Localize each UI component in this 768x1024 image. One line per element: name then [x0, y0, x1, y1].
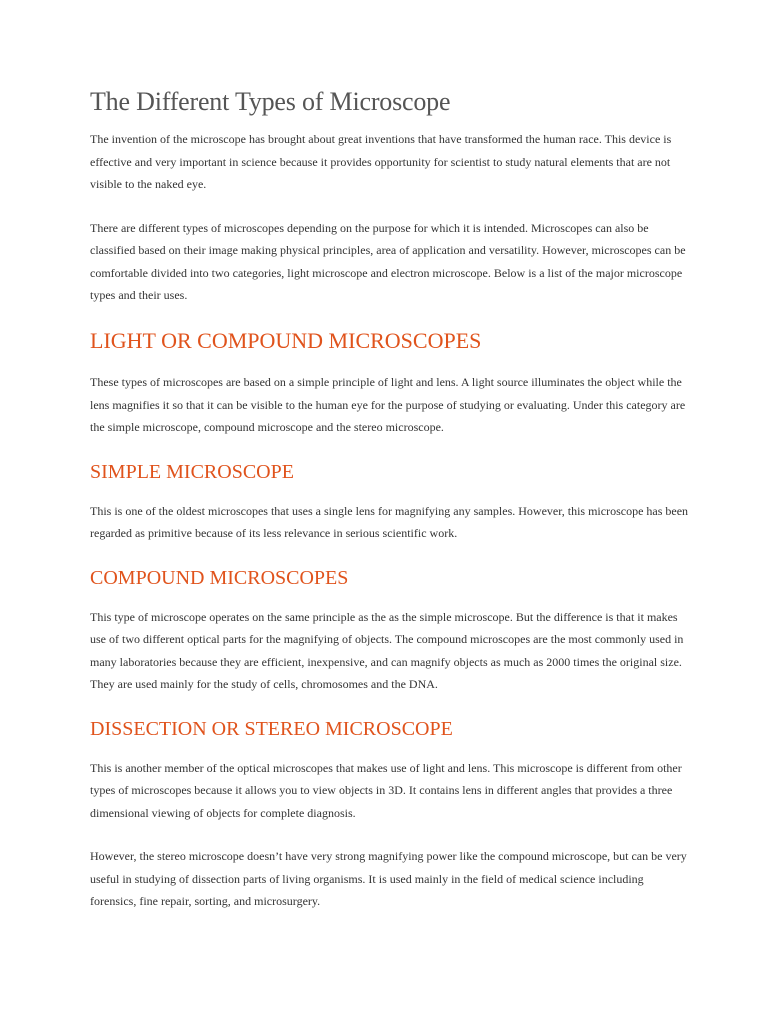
section-paragraph: However, the stereo microscope doesn’t have very strong magnifying power like the compound microscope, but can be very useful in studying of dissection parts of living organisms. It is used mainly in the field of medical science including forensics, fine repair, sorting, and microsurgery. [90, 849, 687, 909]
section-heading-compound-microscopes: COMPOUND MICROSCOPES [90, 566, 349, 589]
section-heading-light-microscopes: LIGHT OR COMPOUND MICROSCOPES [90, 327, 482, 353]
section-paragraph: This is one of the oldest microscopes that uses a single lens for magnifying any samples. However, this microscope has been regarded as primitive because of its less relevance in serious scientific work. [90, 503, 689, 541]
page-title: The Different Types of Microscope [90, 87, 451, 116]
intro-paragraph: There are different types of microscopes depending on the purpose for which it is intended. Microscopes can also be classified based on their image making physical principles, area of application and versatility. However, microscopes can be comfortable divided into two categories, light microscope and electron microscope. Below is a list of the major microscope types and their uses. [90, 220, 686, 303]
intro-paragraph: The invention of the microscope has brought about great inventions that have transformed the human race. This device is effective and very important in science because it provides opportunity for scientist to study natural elements that are not visible to the naked eye. [90, 132, 672, 192]
section-heading-stereo-microscope: DISSECTION OR STEREO MICROSCOPE [90, 717, 453, 740]
section-paragraph: This is another member of the optical microscopes that makes use of light and lens. This microscope is different from other types of microscopes because it allows you to view objects in 3D. It contains lens in different angles that provides a three dimensional viewing of objects for complete diagnosis. [90, 760, 682, 820]
section-paragraph: These types of microscopes are based on a simple principle of light and lens. A light source illuminates the object while the lens magnifies it so that it can be visible to the human eye for the purpose of studying or evaluating. Under this category are the simple microscope, compound microscope and the stereo microscope. [90, 375, 686, 435]
document-page [90, 86, 690, 934]
section-paragraph: This type of microscope operates on the same principle as the as the simple microscope. But the difference is that it makes use of two different optical parts for the magnifying of objects. The compound microscopes are the most commonly used in many laboratories because they are efficient, inexpensive, and can magnify objects as much as 2000 times the original size. They are used mainly for the study of cells, chromosomes and the DNA. [90, 609, 684, 692]
section-heading-simple-microscope: SIMPLE MICROSCOPE [90, 460, 294, 483]
